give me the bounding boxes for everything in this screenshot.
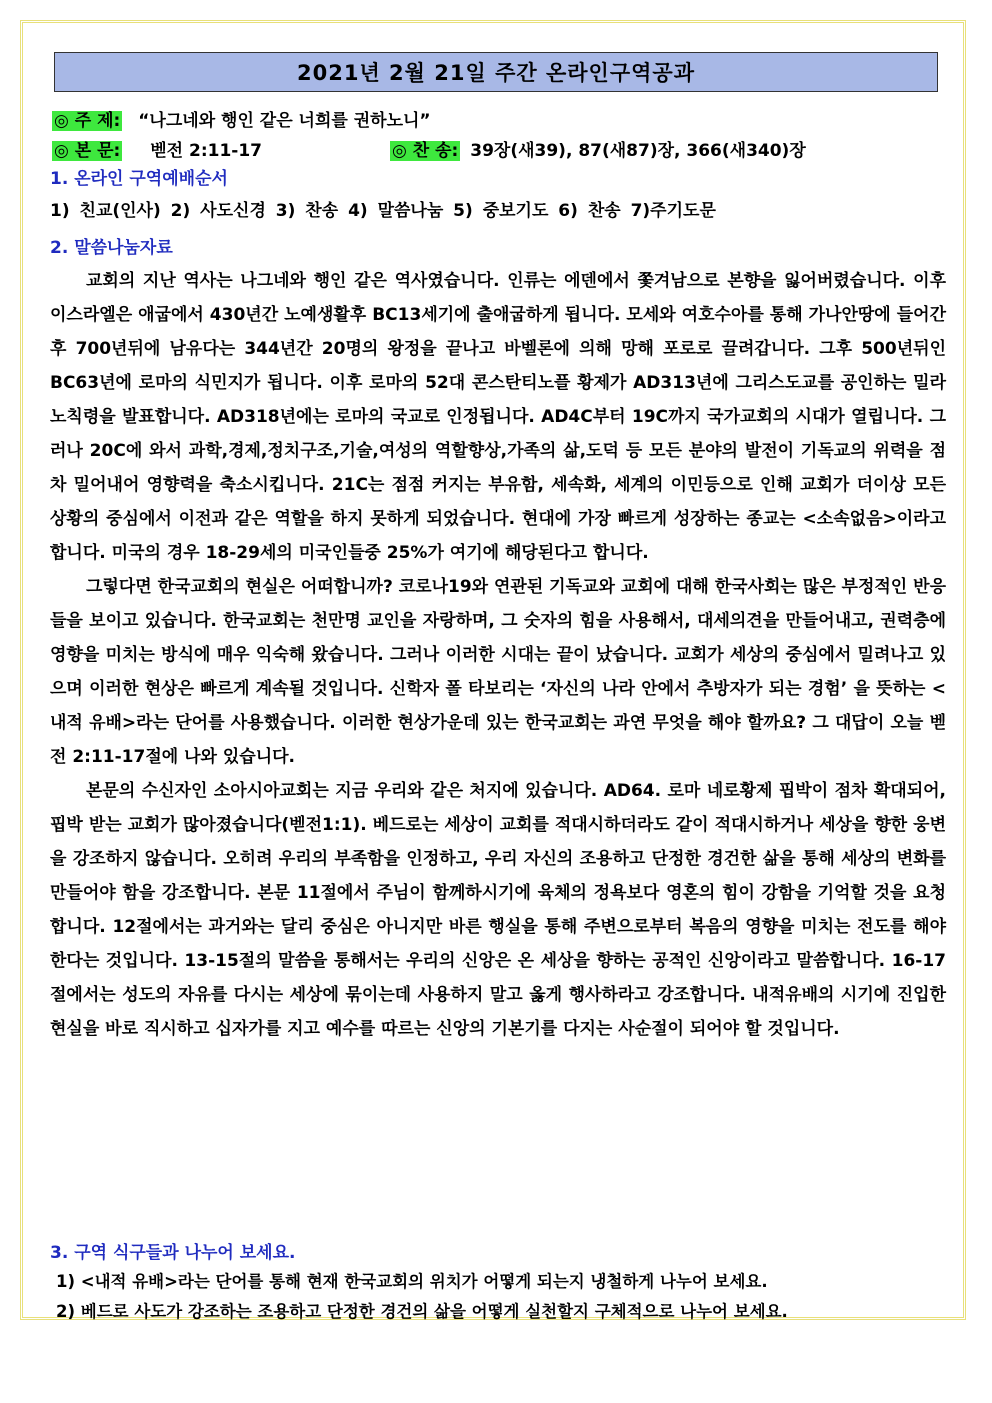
section-heading-order: 1. 온라인 구역예배순서 [50, 169, 228, 189]
theme-text: “나그네와 행인 같은 너희를 권하노니” [138, 111, 431, 131]
paragraph: 그렇다면 한국교회의 현실은 어떠합니까? 코로나19와 연관된 기독교와 교회에 대해 한국사회는 많은 부정적인 반응들을 보이고 있습니다. 한국교회는 천만명 교인을 자랑하며, 그 숫자의 힘을 사용해서, 대세의견을 만들어내고, 권력층에 영향을 미치는 방식에 매우 익숙해 왔습니다. 그러나 이러한 시대는 끝이 났습니다. 교회가 세상의 중심에서 밀려나고 있으며 이러한 현상은 빠르게 계속될 것입니다. 신학자 폴 타보리는 ‘자신의 나라 안에서 추방자가 되는 경험’ 을 뜻하는 <내적 유배>라는 단어를 사용했습니다. 이러한 현상가운데 있는 한국교회는 과연 무엇을 해야 할까요? 그 대답이 오늘 벧전 2:11-17절에 나와 있습니다. [50, 577, 946, 767]
paragraph: 본문의 수신자인 소아시아교회는 지금 우리와 같은 처지에 있습니다. AD64. 로마 네로황제 핍박이 점차 확대되어, 핍박 받는 교회가 많아졌습니다(벧전1:1). 베드로는 세상이 교회를 적대시하더라도 같이 적대시하거나 세상을 향한 웅변을 강조하지 않습니다. 오히려 우리의 부족함을 인정하고, 우리 자신의 조용하고 단정한 경건한 삶을 통해 세상의 변화를 만들어야 함을 강조합니다. 본문 11절에서 주님이 함께하시기에 육체의 정욕보다 영혼의 힘이 강함을 기억할 것을 요청합니다. 12절에서는 과거와는 달리 중심은 아니지만 바른 행실을 통해 주변으로부터 복음의 영향을 미치는 전도를 해야 한다는 것입니다. 13-15절의 말씀을 통해서는 우리의 신앙은 온 세상을 향하는 공적인 신앙이라고 말씀합니다. 16-17절에서는 성도의 자유를 다시는 세상에 묶이는데 사용하지 말고 옳게 행사하라고 강조합니다. 내적유배의 시기에 진입한 현실을 바로 직시하고 십자가를 지고 예수를 따르는 신앙의 기본기를 다지는 사순절이 되어야 할 것입니다. [50, 781, 946, 1039]
theme-marker: ◎ 주 제: [54, 111, 121, 131]
scripture-row [52, 136, 262, 161]
hymn-marker: ◎ 찬 송: [392, 141, 459, 161]
section-heading-sharing: 2. 말씀나눔자료 [50, 238, 173, 258]
page-title: 2021년 2월 21일 주간 온라인구역공과 [54, 52, 938, 92]
hymn-row [390, 136, 806, 161]
question-item: 1) <내적 유배>라는 단어를 통해 현재 한국교회의 위치가 어떻게 되는지 냉철하게 나누어 보세요. [56, 1272, 768, 1291]
sharing-text [50, 264, 946, 1046]
theme-row [52, 106, 431, 131]
hymn-text: 39장(새39), 87(새87)장, 366(새340)장 [470, 141, 806, 161]
scripture-text: 벧전 2:11-17 [150, 141, 263, 161]
worship-order: 1) 친교(인사) 2) 사도신경 3) 찬송 4) 말씀나눔 5) 중보기도 6) 찬송 7)주기도문 [50, 201, 716, 221]
question-item: 2) 베드로 사도가 강조하는 조용하고 단정한 경건의 삶을 어떻게 실천할지 구체적으로 나누어 보세요. [56, 1302, 788, 1321]
paragraph: 교회의 지난 역사는 나그네와 행인 같은 역사였습니다. 인류는 에덴에서 쫓겨남으로 본향을 잃어버렸습니다. 이후 이스라엘은 애굽에서 430년간 노예생활후 BC13세기에 출애굽하게 됩니다. 모세와 여호수아를 통해 가나안땅에 들어간 후 700년뒤에 남유다는 344년간 20명의 왕정을 끝나고 바벨론에 의해 망해 포로로 끌려갑니다. 그후 500년뒤인 BC63년에 로마의 식민지가 됩니다. 이후 로마의 52대 콘스탄티노플 황제가 AD313년에 그리스도교를 공인하는 밀라노칙령을 발표합니다. AD318년에는 로마의 국교로 인정됩니다. AD4C부터 19C까지 국가교회의 시대가 열립니다. 그러나 20C에 와서 과학,경제,정치구조,기술,여성의 역할향상,가족의 삶,도덕 등 모든 분야의 발전이 기독교의 위력을 점차 밀어내어 영향력을 축소시킵니다. 21C는 점점 커지는 부유함, 세속화, 세계의 이민등으로 인해 교회가 더이상 모든 상황의 중심에서 이전과 같은 역할을 하지 못하게 되었습니다. 현대에 가장 빠르게 성장하는 종교는 <소속없음>이라고 합니다. 미국의 경우 18-29세의 미국인들중 25%가 여기에 해당된다고 합니다. [50, 271, 946, 563]
scripture-marker: ◎ 본 문: [54, 141, 121, 161]
section-heading-questions: 3. 구역 식구들과 나누어 보세요. [50, 1243, 296, 1263]
